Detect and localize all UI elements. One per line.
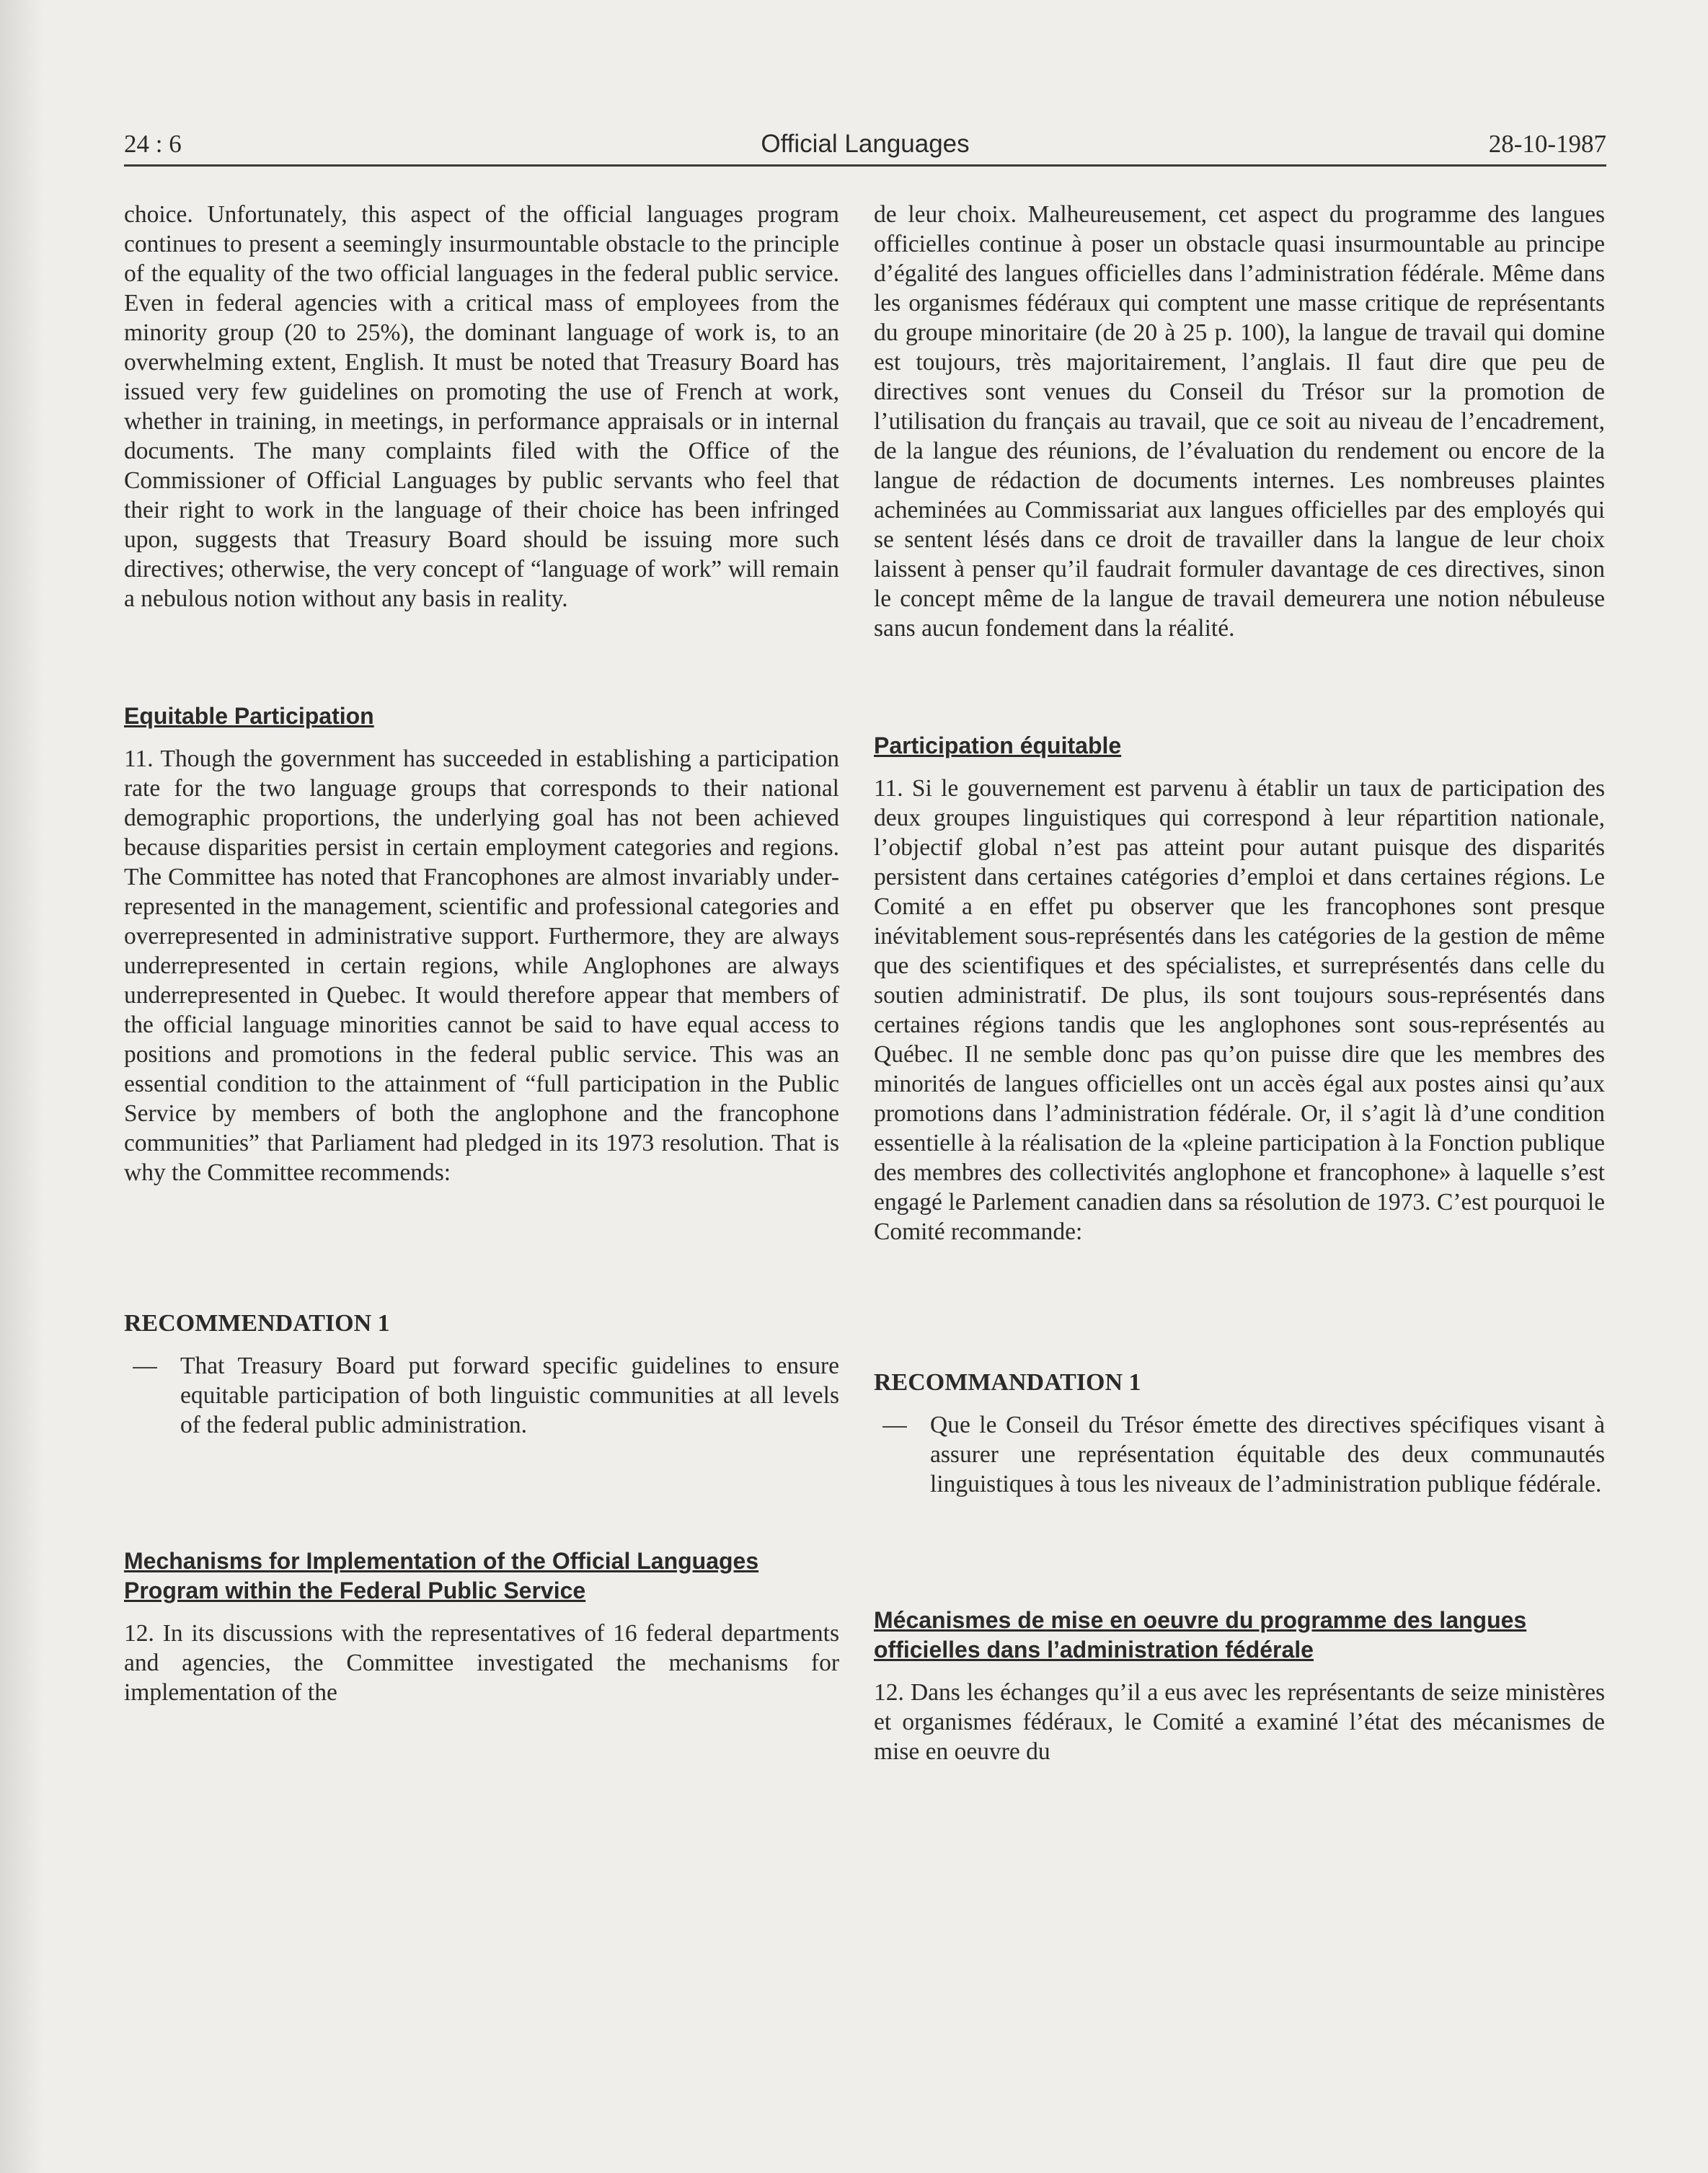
- paragraph-11-fr: 11. Si le gouvernement est parvenu à établir un taux de participation des deux groupes linguistiques qui correspond à leur répartition nationale, l’objectif global n’est pas atteint pour autant puisque des disparités persistent dans certaines catégories d’emploi et dans certaines régions. Le Comité a en effet pu observer que les francophones sont presque inévitablement sous-représentés dans les catégories de la gestion de même que des scientifiques et des spécialistes, et surreprésentés dans celle du soutien administratif. De plus, ils sont toujours sous-représentés dans certaines régions tandis que les anglophones sont sous-représentés au Québec. Il ne semble donc pas qu’on puisse dire que les membres des minorités de langues officielles ont un accès égal aux postes ainsi qu’aux promotions dans l’administration fédérale. Or, il s’agit là d’une condition essentielle à la réalisation de la «pleine participation à la Fonction publique des membres des collectivités anglophone et francophone» à laquelle s’est engagé le Parlement canadien dans sa résolution de 1973. C’est pourquoi le Comité recommande:: [874, 775, 1605, 1245]
- french-column: [874, 200, 1605, 1766]
- paragraph-12-fr: 12. Dans les échanges qu’il a eus avec les représentants de seize ministères et organismes fédéraux, le Comité a examiné l’état des mécanismes de mise en oeuvre du: [874, 1679, 1605, 1765]
- intro-paragraph-fr: de leur choix. Malheureusement, cet aspect du programme des langues officielles continue à poser un obstacle quasi insurmountable au principe d’égalité des langues officielles dans l’administration fédérale. Même dans les organismes fédéraux qui comptent une masse critique de représentants du groupe minoritaire (de 20 à 25 p. 100), la langue de travail qui domine est toujours, très majoritairement, l’anglais. Il faut dire que peu de directives sont venues du Conseil du Trésor sur la promotion de l’utilisation du français au travail, que ce soit au niveau de l’encadrement, de la langue des réunions, de l’évaluation du rendement ou encore de la langue de rédaction de documents internes. Les nombreuses plaintes acheminées au Commissariat aux langues officielles par des employés qui se sentent lésés dans ce droit de travailler dans la langue de leur choix laissent à penser qu’il faudrait formuler davantage de ces directives, sinon le concept même de la langue de travail demeurera une notion nébuleuse sans aucun fondement dans la réalité.: [874, 201, 1605, 642]
- paragraph-11-en: 11. Though the government has succeeded in establishing a participation rate for the two language groups that corresponds to their national demographic proportions, the underlying goal has not been achieved because disparities persist in certain employment categories and regions. The Committee has noted that Francophones are almost invariably under-represented in the management, scientific and professional categories and overrepresented in administrative support. Furthermore, they are always underrepresented in certain regions, while Anglophones are always underrepresented in Quebec. It would therefore appear that members of the official language minorities cannot be said to have equal access to positions and promotions in the federal public service. This was an essential condition to the attainment of “full participation in the Public Service by members of both the anglophone and the francophone communities” that Parliament had pledged in its 1973 resolution. That is why the Committee recommends:: [124, 745, 839, 1186]
- paragraph-12-en: 12. In its discussions with the representatives of 16 federal departments and agencies, the Committee investigated the mechanisms for implementation of the: [124, 1620, 839, 1706]
- intro-paragraph-en: choice. Unfortunately, this aspect of the official languages program continues to present a seemingly insurmountable obstacle to the principle of the equality of the two official languages in the federal public service. Even in federal agencies with a critical mass of employees from the minority group (20 to 25%), the dominant language of work is, to an overwhelming extent, English. It must be noted that Treasury Board has issued very few guidelines on promoting the use of French at work, whether in training, in meetings, in performance appraisals or in internal documents. The many complaints filed with the Office of the Commissioner of Official Languages by public servants who feel that their right to work in the language of their choice has been infringed upon, suggests that Treasury Board should be issuing more such directives; otherwise, the very concept of “language of work” will remain a nebulous notion without any basis in reality.: [124, 201, 839, 612]
- recommendation-item-en: [124, 1351, 839, 1440]
- section-heading-participation-en: Equitable Participation: [124, 703, 374, 729]
- dash-bullet: —: [882, 1412, 907, 1438]
- publication-date: 28-10-1987: [1488, 130, 1606, 158]
- recommendation-heading-en: RECOMMENDATION 1: [124, 1310, 390, 1337]
- section-heading-participation-fr: Participation équitable: [874, 733, 1122, 758]
- publication-title: Official Languages: [761, 130, 970, 158]
- recommendation-heading-fr: RECOMMANDATION 1: [874, 1369, 1141, 1396]
- section-heading-mechanisms-en: Mechanisms for Implementation of the Official Languages Program within the Federal Public Service: [124, 1548, 759, 1603]
- running-head: [124, 124, 1606, 167]
- page-binding-shadow: [0, 0, 43, 2173]
- recommendation-item-fr: [874, 1410, 1605, 1499]
- dash-bullet: —: [133, 1353, 157, 1379]
- page-number: 24 : 6: [124, 130, 182, 158]
- recommendation-text-en: That Treasury Board put forward specific guidelines to ensure equitable participation of both linguistic communities at all levels of the federal public administration.: [180, 1353, 839, 1438]
- recommendation-text-fr: Que le Conseil du Trésor émette des directives spécifiques visant à assurer une représentation équitable des deux communautés linguistiques à tous les niveaux de l’administration publique fédérale.: [930, 1412, 1605, 1497]
- english-column: [124, 200, 839, 1707]
- section-heading-mechanisms-fr: Mécanismes de mise en oeuvre du programme des langues officielles dans l’administration fédérale: [874, 1607, 1527, 1663]
